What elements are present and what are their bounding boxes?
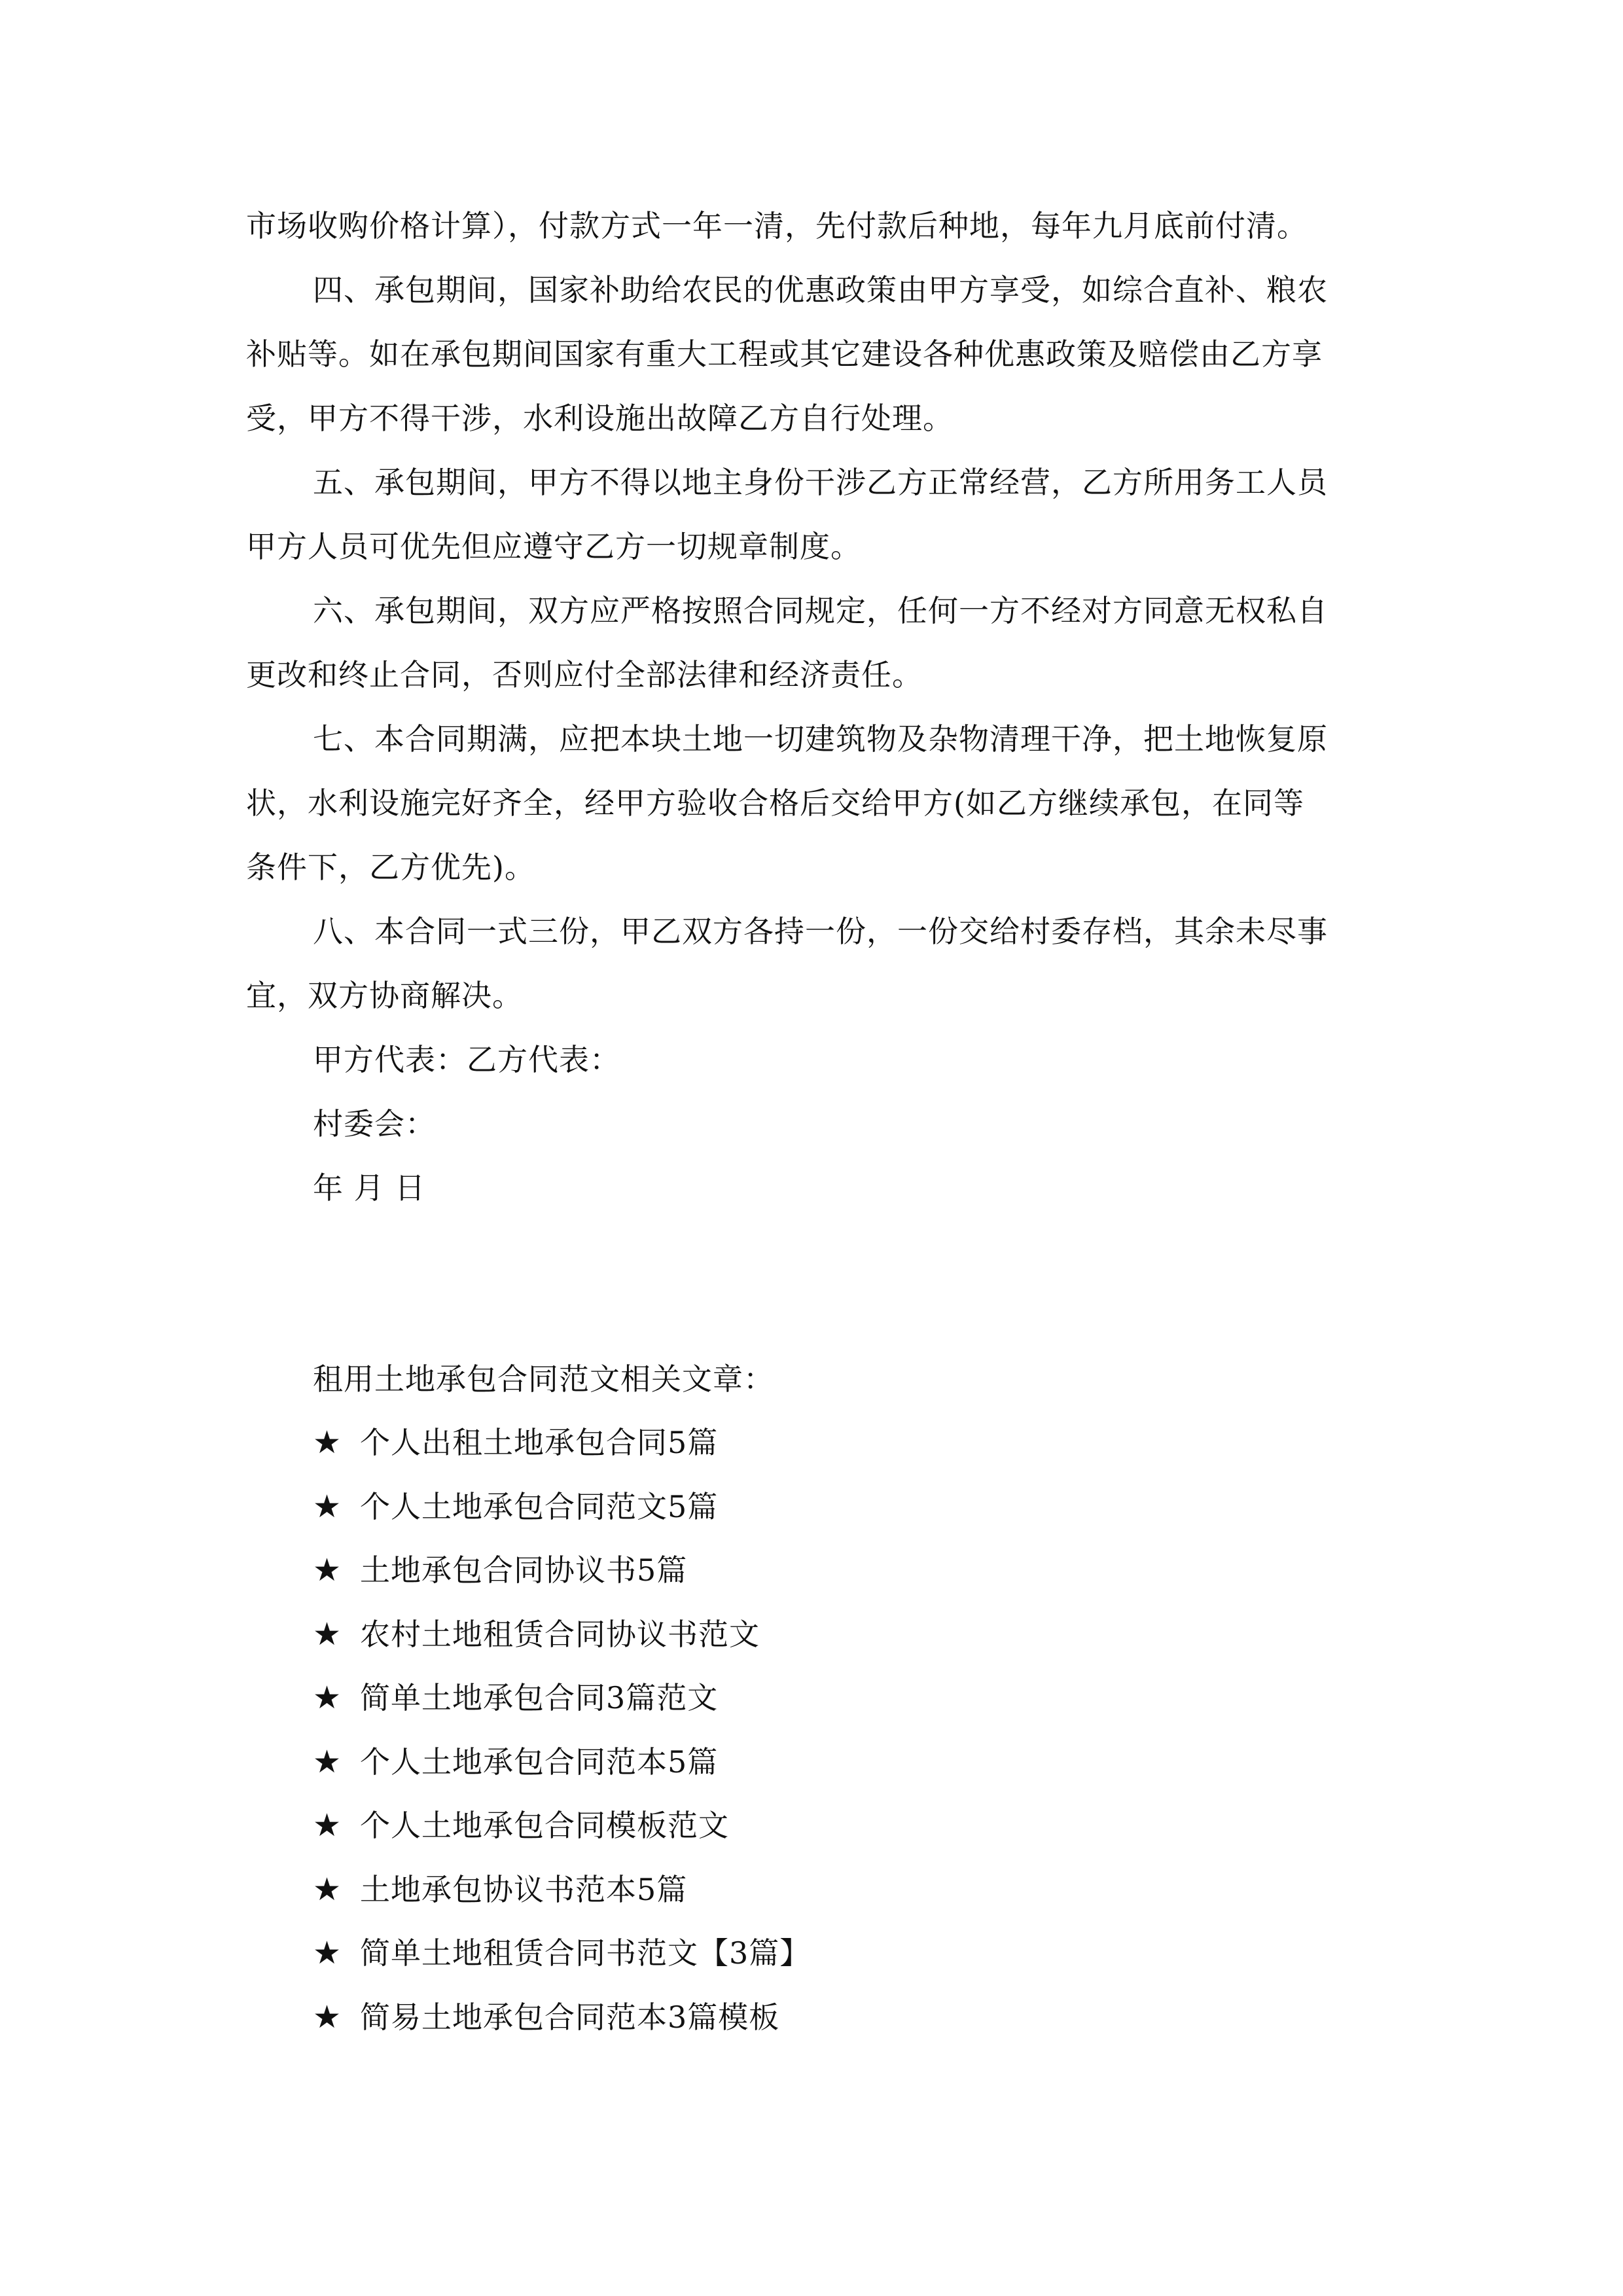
- star-icon: ★: [313, 1424, 342, 1461]
- star-icon: ★: [313, 1488, 342, 1525]
- star-icon: ★: [313, 1935, 342, 1971]
- related-article-link[interactable]: [313, 1411, 1360, 1475]
- related-articles-title: 租用土地承包合同范文相关文章：: [313, 1361, 774, 1397]
- star-icon: ★: [313, 1807, 342, 1844]
- related-article-label[interactable]: 个人土地承包合同模板范文: [360, 1808, 729, 1843]
- star-icon: ★: [313, 1743, 342, 1780]
- related-article-label[interactable]: 简单土地承包合同3篇范文: [360, 1680, 719, 1715]
- paragraph-line: 甲方人员可优先但应遵守乙方一切规章制度。: [246, 529, 861, 564]
- star-icon: ★: [313, 1998, 342, 2036]
- paragraph-line: 受，甲方不得干涉，水利设施出故障乙方自行处理。: [246, 401, 954, 436]
- related-article-link[interactable]: [313, 1666, 1360, 1731]
- related-article-label[interactable]: 个人土地承包合同范文5篇: [360, 1488, 719, 1524]
- related-article-link[interactable]: [313, 1475, 1360, 1539]
- clause-six-line: 六、承包期间，双方应严格按照合同规定，任何一方不经对方同意无权私自: [313, 593, 1328, 628]
- signature-village-committee: 村委会：: [313, 1106, 436, 1141]
- paragraph-line: 补贴等。如在承包期间国家有重大工程或其它建设各种优惠政策及赔偿由乙方享: [246, 336, 1323, 372]
- related-article-label[interactable]: 个人出租土地承包合同5篇: [360, 1425, 719, 1460]
- star-icon: ★: [313, 1679, 342, 1716]
- paragraph-line: 状，水利设施完好齐全，经甲方验收合格后交给甲方(如乙方继续承包，在同等: [246, 785, 1304, 821]
- related-article-label[interactable]: 土地承包协议书范本5篇: [360, 1871, 688, 1907]
- related-article-label[interactable]: 简易土地承包合同范本3篇模板: [360, 1999, 780, 2035]
- related-article-label[interactable]: 个人土地承包合同范本5篇: [360, 1744, 719, 1780]
- contract-body: [246, 194, 1378, 1220]
- star-icon: ★: [313, 1615, 342, 1653]
- clause-four-line: 四、承包期间，国家补助给农民的优惠政策由甲方享受，如综合直补、粮农: [313, 272, 1328, 308]
- related-article-link[interactable]: [313, 1794, 1360, 1858]
- signature-representatives: 甲方代表：乙方代表：: [313, 1042, 620, 1077]
- related-article-label[interactable]: 简单土地租赁合同书范文【3篇】: [360, 1935, 811, 1971]
- related-article-label[interactable]: 土地承包合同协议书5篇: [360, 1552, 688, 1588]
- paragraph-line: 宜，双方协商解决。: [246, 978, 523, 1013]
- signature-date: 年 月 日: [313, 1170, 426, 1206]
- clause-eight-line: 八、本合同一式三份，甲乙双方各持一份，一份交给村委存档，其余未尽事: [313, 914, 1328, 949]
- star-icon: ★: [313, 1552, 342, 1588]
- paragraph-line: 市场收购价格计算），付款方式一年一清，先付款后种地，每年九月底前付清。: [246, 208, 1308, 243]
- related-article-link[interactable]: [313, 1539, 1360, 1603]
- paragraph-line: 更改和终止合同，否则应付全部法律和经济责任。: [246, 657, 923, 692]
- related-article-link[interactable]: [313, 1731, 1360, 1795]
- related-article-label[interactable]: 农村土地租赁合同协议书范文: [360, 1616, 760, 1652]
- star-icon: ★: [313, 1871, 342, 1908]
- clause-seven-line: 七、本合同期满，应把本块土地一切建筑物及杂物清理干净，把土地恢复原: [313, 721, 1328, 757]
- clause-five-line: 五、承包期间，甲方不得以地主身份干涉乙方正常经营，乙方所用务工人员: [313, 465, 1328, 500]
- related-article-link[interactable]: [313, 1603, 1360, 1667]
- related-articles: [313, 1347, 1360, 2049]
- related-article-link[interactable]: [313, 1922, 1360, 1986]
- related-article-link[interactable]: [313, 1986, 1360, 2050]
- paragraph-line: 条件下，乙方优先)。: [246, 850, 535, 885]
- related-article-link[interactable]: [313, 1858, 1360, 1922]
